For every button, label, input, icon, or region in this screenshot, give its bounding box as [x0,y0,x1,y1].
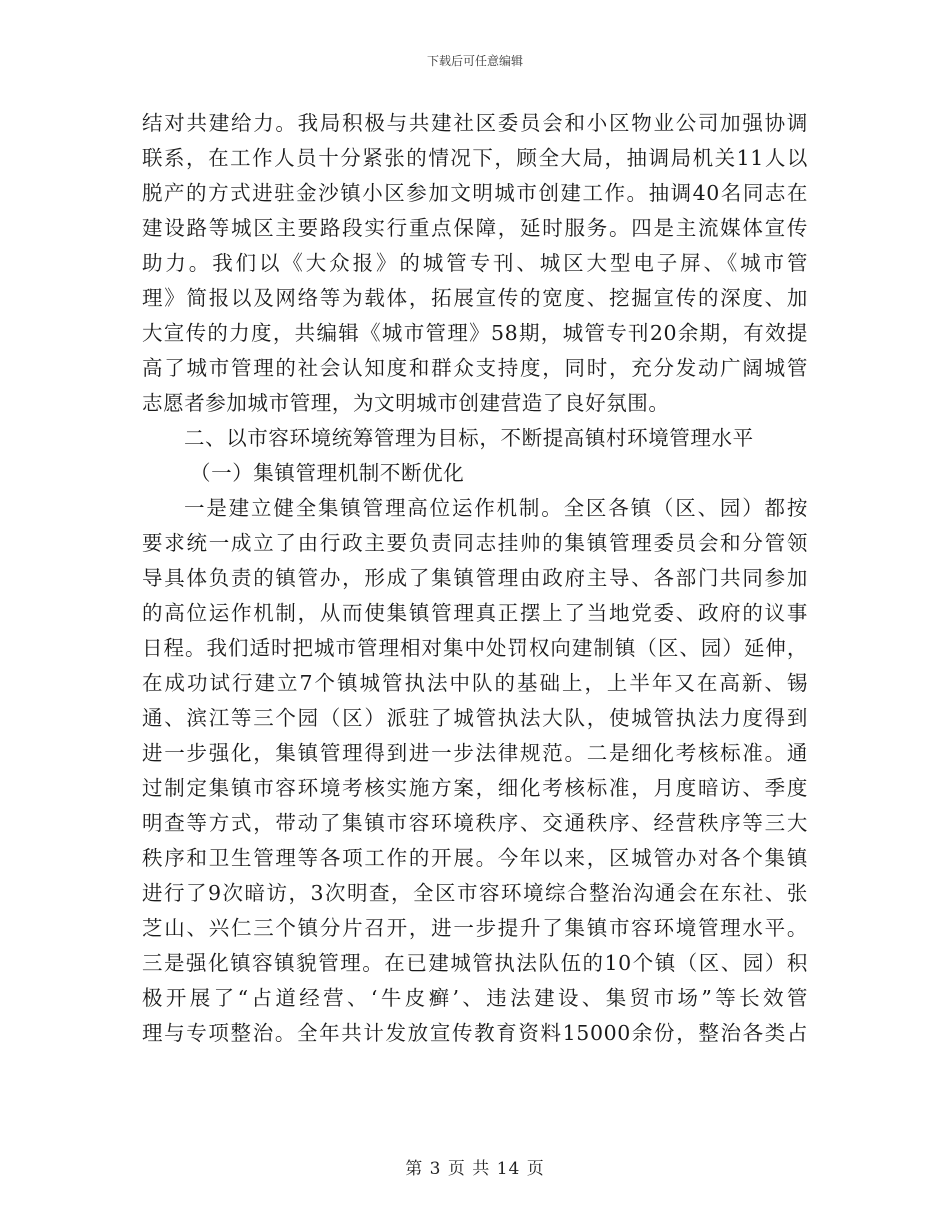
body-line: 进行了9次暗访，3次明查，全区市容环境综合整治沟通会在东社、张 [142,881,808,905]
body-line: 大宣传的力度，共编辑《城市管理》58期，城管专刊20余期，有效提 [142,321,808,345]
body-line: 志愿者参加城市管理，为文明城市创建营造了良好氛围。 [142,391,670,415]
body-line: 建设路等城区主要路段实行重点保障，延时服务。四是主流媒体宣传 [142,216,808,240]
body-line: 一是建立健全集镇管理高位运作机制。全区各镇（区、园）都按 [184,496,808,520]
page-number: 第 3 页 共 14 页 [405,1159,545,1179]
body-line: 的高位运作机制，从而使集镇管理真正摆上了当地党委、政府的议事 [142,601,808,625]
body-line: 进一步强化，集镇管理得到进一步法律规范。二是细化考核标准。通 [142,741,808,765]
document-body [142,106,808,1051]
body-line: 明查等方式，带动了集镇市容环境秩序、交通秩序、经营秩序等三大 [142,811,808,835]
body-line: 结对共建给力。我局积极与共建社区委员会和小区物业公司加强协调 [142,111,808,135]
body-line: 过制定集镇市容环境考核实施方案，细化考核标准，月度暗访、季度 [142,776,808,800]
body-line: 秩序和卫生管理等各项工作的开展。今年以来，区城管办对各个集镇 [142,846,808,870]
subsection-heading: （一）集镇管理机制不断优化 [190,461,465,485]
body-line: 高了城市管理的社会认知度和群众支持度，同时，充分发动广阔城管 [142,356,808,380]
page-header-note: 下载后可任意编辑 [426,54,523,68]
body-line: 芝山、兴仁三个镇分片召开，进一步提升了集镇市容环境管理水平。 [142,916,808,940]
body-line: 极开展了“占道经营、‘牛皮癣’、违法建设、集贸市场”等长效管 [142,986,808,1010]
body-line: 导具体负责的镇管办，形成了集镇管理由政府主导、各部门共同参加 [142,566,808,590]
body-line: 三是强化镇容镇貌管理。在已建城管执法队伍的10个镇（区、园）积 [142,951,808,975]
section-heading: 二、以市容环境统筹管理为目标，不断提高镇村环境管理水平 [184,426,754,450]
body-line: 联系，在工作人员十分紧张的情况下，顾全大局，抽调局机关11人以 [142,146,808,170]
body-line: 要求统一成立了由行政主要负责同志挂帅的集镇管理委员会和分管领 [142,531,808,555]
body-line: 助力。我们以《大众报》的城管专刊、城区大型电子屏、《城市管 [142,251,808,275]
body-line: 理》简报以及网络等为载体，拓展宣传的宽度、挖掘宣传的深度、加 [142,286,808,310]
body-line: 脱产的方式进驻金沙镇小区参加文明城市创建工作。抽调40名同志在 [142,181,808,205]
body-line: 通、滨江等三个园（区）派驻了城管执法大队，使城管执法力度得到 [142,706,808,730]
body-line: 理与专项整治。全年共计发放宣传教育资料15000余份，整治各类占 [142,1021,808,1045]
body-line: 在成功试行建立7个镇城管执法中队的基础上，上半年又在高新、锡 [142,671,808,695]
body-line: 日程。我们适时把城市管理相对集中处罚权向建制镇（区、园）延伸， [142,636,808,660]
